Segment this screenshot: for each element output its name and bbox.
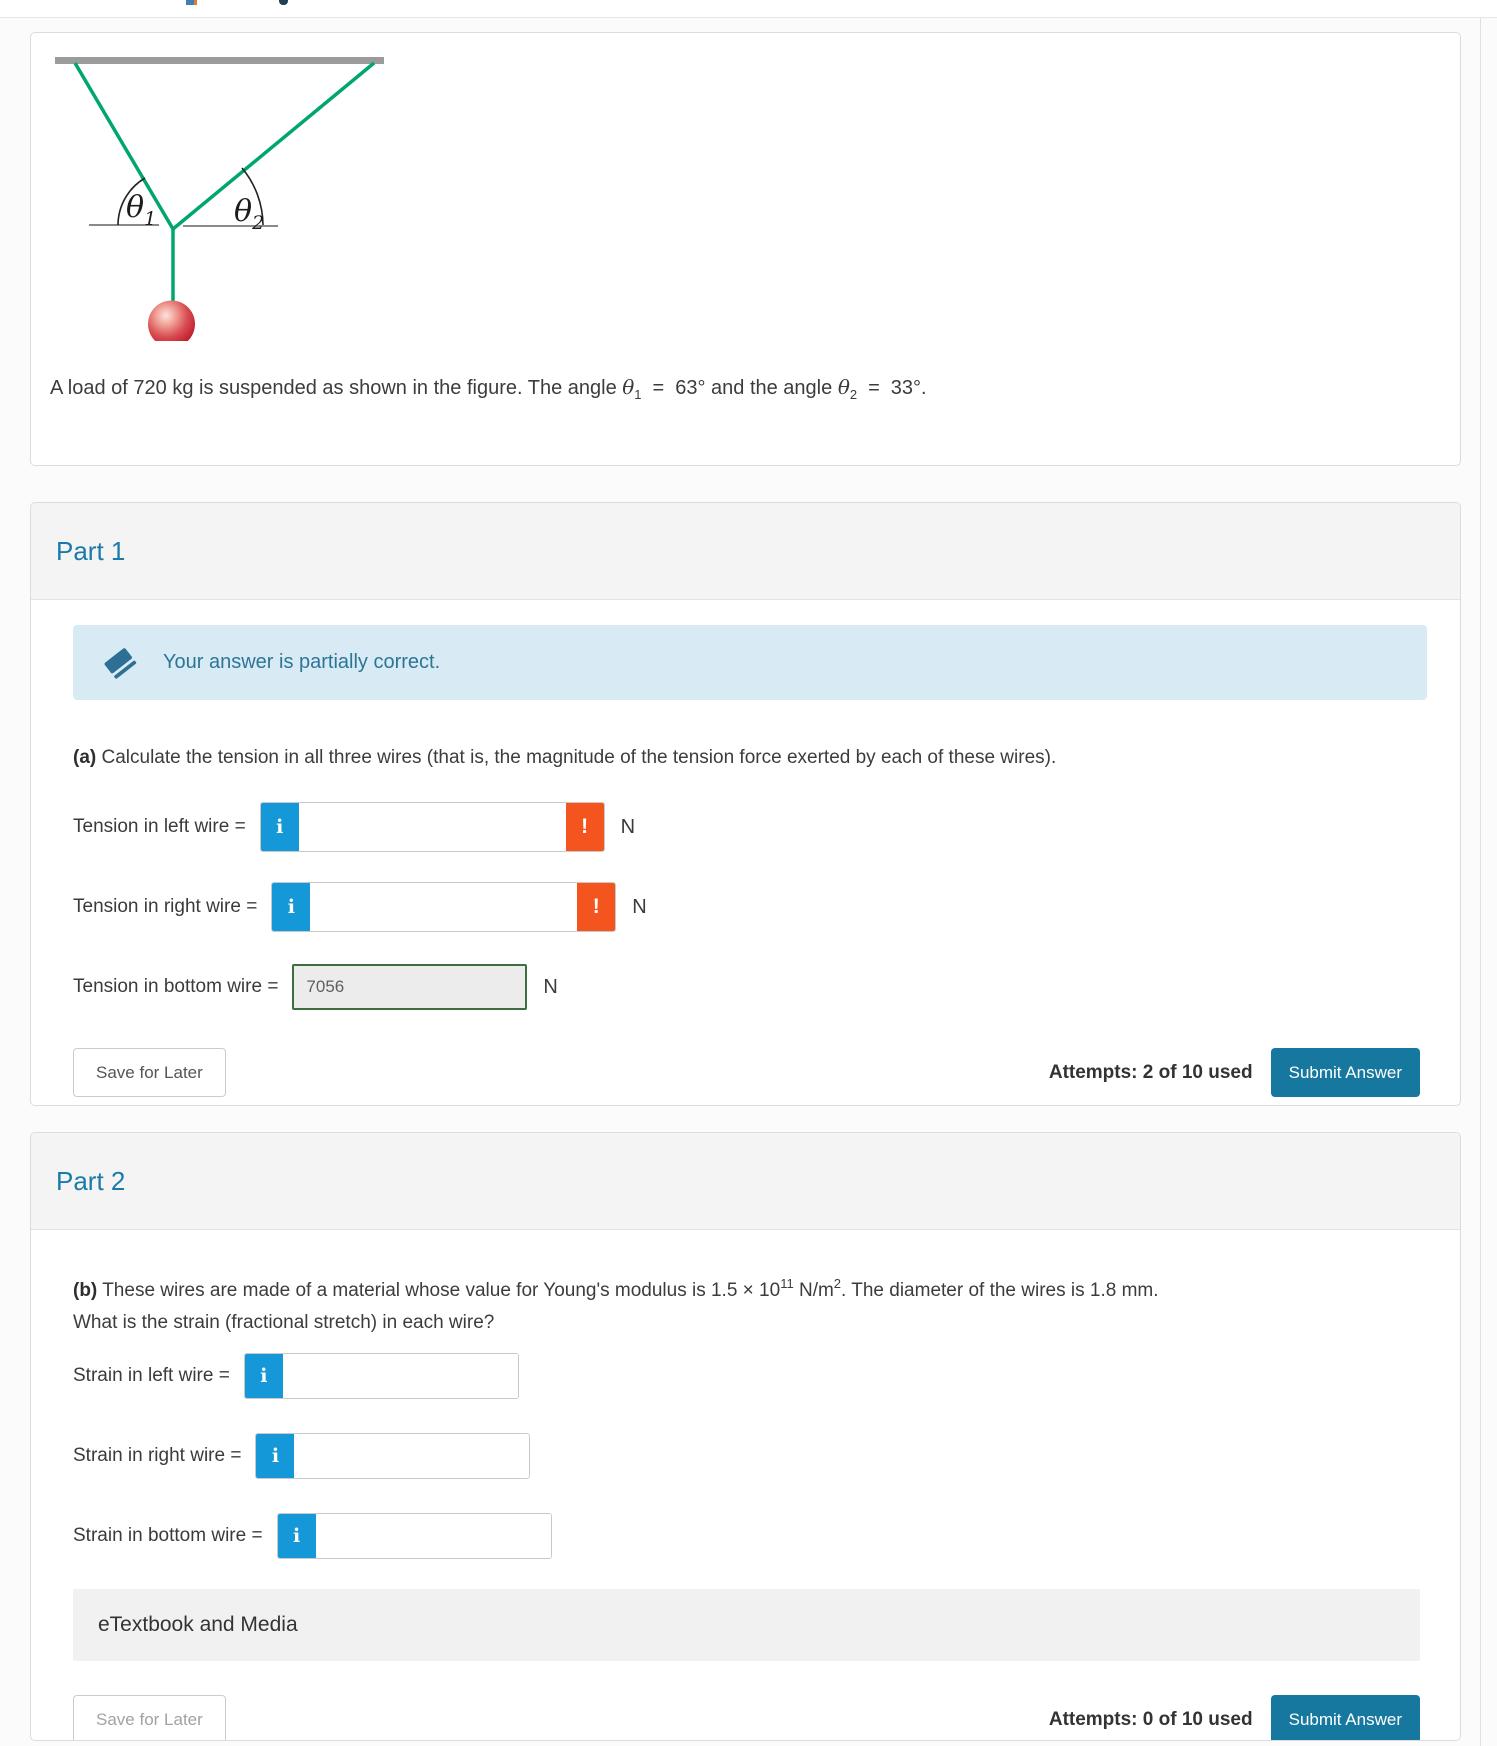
info-button[interactable]: i	[245, 1354, 283, 1398]
save-for-later-button[interactable]: Save for Later	[73, 1048, 226, 1097]
strain-left-label: Strain in left wire =	[73, 1365, 230, 1386]
strain-bottom-label: Strain in bottom wire =	[73, 1525, 263, 1546]
eraser-icon	[103, 647, 137, 679]
left-wire	[75, 63, 173, 229]
tension-right-field-group	[271, 882, 616, 932]
tension-right-row	[73, 882, 1435, 932]
info-button[interactable]: i	[278, 1514, 316, 1558]
part2-header	[31, 1133, 1460, 1230]
etextbook-label: eTextbook and Media	[98, 1613, 298, 1636]
tension-right-input[interactable]	[310, 883, 577, 931]
strain-right-input[interactable]	[294, 1434, 529, 1478]
unit-label: N	[632, 895, 647, 918]
tension-right-label: Tension in right wire =	[73, 896, 258, 917]
figure-diagram	[31, 39, 431, 341]
save-for-later-button[interactable]: Save for Later	[73, 1695, 226, 1741]
clipped-title-fragment	[279, 0, 288, 5]
problem-card	[30, 32, 1461, 466]
strain-bottom-input[interactable]	[316, 1514, 551, 1558]
tension-left-field-group	[260, 802, 605, 852]
problem-statement: A load of 720 kg is suspended as shown in the figure. The angle $\theta_1 = 63^\circ$ and the angle $\theta_2 = 33^\circ$.	[50, 375, 927, 402]
tension-bottom-input	[292, 964, 527, 1010]
part2-footer	[73, 1695, 1435, 1741]
tension-left-row	[73, 802, 1435, 852]
strain-bottom-row	[73, 1513, 1435, 1559]
strain-left-input[interactable]	[283, 1354, 518, 1398]
info-button[interactable]: i	[256, 1434, 294, 1478]
strain-right-row	[73, 1433, 1435, 1479]
banner-message: Your answer is partially correct.	[163, 651, 441, 673]
attempts-counter: Attempts: 2 of 10 used	[1048, 1061, 1253, 1083]
ceiling-bar	[55, 57, 384, 64]
info-button[interactable]: i	[261, 803, 299, 851]
part1-question: (a) Calculate the tension in all three wires (that is, the magnitude of the tension force exerted by each of these wires).	[73, 747, 1057, 768]
info-button[interactable]: i	[272, 883, 310, 931]
strain-left-row	[73, 1353, 1435, 1399]
strain-right-field-group	[255, 1433, 530, 1479]
tension-bottom-row	[73, 964, 1435, 1010]
clipped-title-fragment	[186, 0, 197, 5]
clipped-page-header	[0, 0, 1497, 18]
part2-title: Part 2	[56, 1165, 126, 1196]
page-right-border	[1480, 18, 1481, 1746]
attempts-counter: Attempts: 0 of 10 used	[1048, 1708, 1253, 1730]
tension-left-input[interactable]	[299, 803, 566, 851]
unit-label: N	[543, 975, 558, 998]
right-wire	[173, 63, 374, 229]
load-ball	[148, 301, 195, 342]
part1-title: Part 1	[56, 535, 126, 566]
part1-footer	[73, 1048, 1435, 1097]
part1-card	[30, 502, 1461, 1106]
strain-bottom-field-group	[277, 1513, 552, 1559]
tension-bottom-label: Tension in bottom wire =	[73, 976, 279, 997]
partially-correct-banner	[73, 625, 1427, 700]
theta2-label: $\theta_2$	[234, 194, 265, 234]
unit-label: N	[620, 815, 636, 838]
submit-answer-button[interactable]: Submit Answer	[1271, 1048, 1420, 1097]
part2-question: (b) These wires are made of a material whose value for Young's modulus is $1.5 \times 10^{11}$ $N/m^2$. The diameter of the wires is 1.8 mm. What is the strain (fractional stretch) in each wire?	[73, 1276, 1159, 1333]
tension-left-label: Tension in left wire =	[73, 816, 246, 837]
part2-card	[30, 1132, 1461, 1741]
incorrect-indicator-icon: !	[566, 803, 604, 851]
strain-right-label: Strain in right wire =	[73, 1445, 242, 1466]
theta1-label: $\theta_1$	[126, 190, 157, 230]
submit-answer-button[interactable]: Submit Answer	[1271, 1695, 1420, 1741]
etextbook-and-media-section[interactable]	[73, 1589, 1420, 1661]
strain-left-field-group	[244, 1353, 519, 1399]
part1-header	[31, 503, 1460, 600]
incorrect-indicator-icon: !	[577, 883, 615, 931]
